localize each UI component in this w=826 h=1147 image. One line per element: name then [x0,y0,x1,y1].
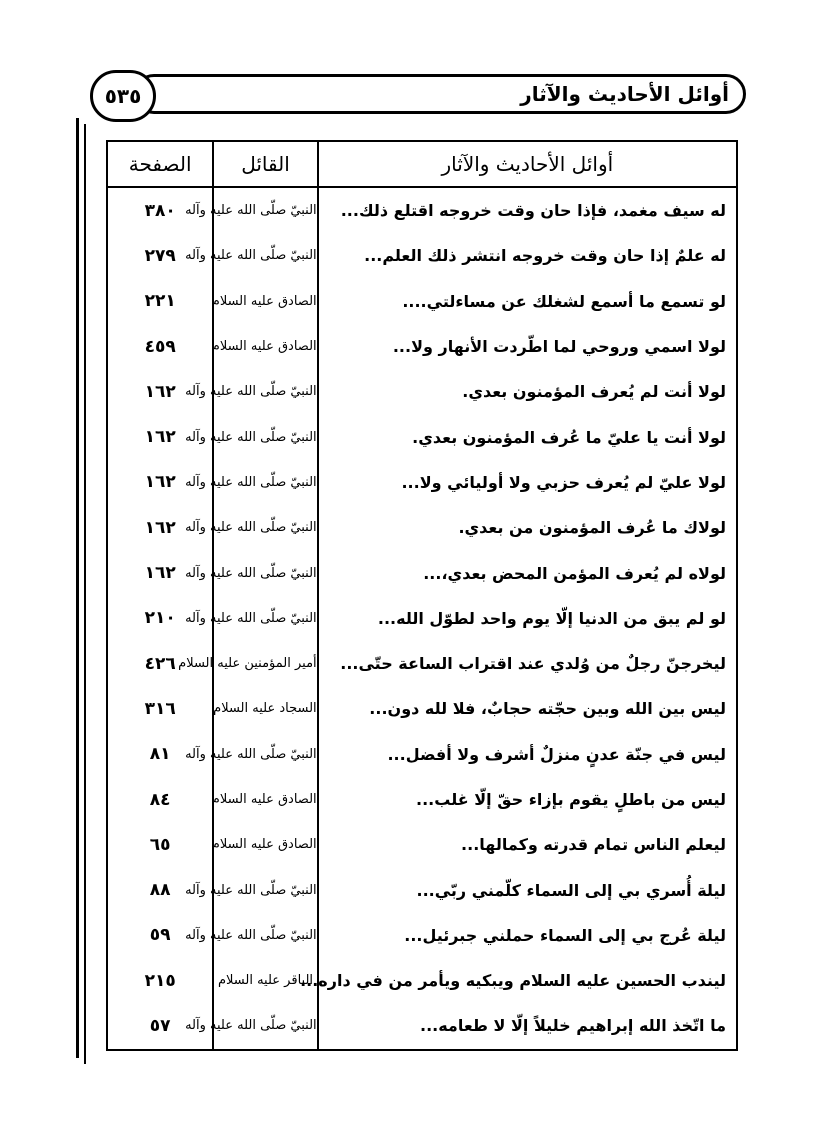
table-row [107,777,737,822]
table-body [107,187,737,1050]
page-ref: ٤٢٦ [144,653,176,674]
page-ref: ٣١٦ [144,698,176,719]
hadith-text: ما اتّخذ الله إبراهيم خليلاً إلّا لا طعامه... [318,1003,737,1049]
speaker-name: أمير المؤمنين عليه السلام [213,641,317,686]
speaker-name: النبيّ صلّى الله عليه وآله [213,550,317,595]
speaker-name: النبيّ صلّى الله عليه وآله [213,913,317,958]
hadith-text: ليس في جنّة عدنٍ منزلٌ أشرف ولا أفضل... [318,732,737,777]
page-ref: ٢٢١ [144,291,176,312]
table-row [107,596,737,641]
page-ref: ٦٥ [149,834,171,855]
hadith-text: لو تسمع ما أسمع لشغلك عن مساءلتي.... [318,279,737,324]
page-ref: ١٦٢ [144,517,176,538]
speaker-name: النبيّ صلّى الله عليه وآله [213,867,317,912]
speaker-name: الباقر عليه السلام [213,958,317,1003]
hadith-text: لولا أنت لم يُعرف المؤمنون بعدي. [318,369,737,414]
hadith-text: ليس بين الله وبين حجّته حجابٌ، فلا لله دون... [318,686,737,731]
page-ref: ١٦٢ [144,427,176,448]
speaker-name: النبيّ صلّى الله عليه وآله [213,596,317,641]
table-row [107,187,737,233]
hadith-text: ليخرجنّ رجلٌ من وُلدي عند اقتراب الساعة حتّى... [318,641,737,686]
page-ref: ٢١٥ [144,970,176,991]
page-number: ٥٣٥ [104,84,142,108]
column-header-page: الصفحة [107,141,213,187]
speaker-name: النبيّ صلّى الله عليه وآله [213,369,317,414]
hadith-text: ليلة عُرج بي إلى السماء حملني جبرئيل... [318,913,737,958]
index-table [106,140,738,1051]
margin-rule-inner [84,124,86,1064]
page-ref: ٨٨ [149,880,171,901]
page-ref: ٨٤ [149,789,171,810]
hadith-text: ليندب الحسين عليه السلام ويبكيه ويأمر من في داره... [318,958,737,1003]
page-ref: ٤٥٩ [144,336,176,357]
table-row [107,414,737,459]
speaker-name: النبيّ صلّى الله عليه وآله [213,460,317,505]
speaker-name: الصادق عليه السلام [213,822,317,867]
speaker-name: السجاد عليه السلام [213,686,317,731]
table-row [107,279,737,324]
table-row [107,233,737,278]
speaker-name: الصادق عليه السلام [213,324,317,369]
hadith-text: لولاه لم يُعرف المؤمن المحض بعدي،... [318,550,737,595]
table-row [107,550,737,595]
speaker-name: النبيّ صلّى الله عليه وآله [213,233,317,278]
page-ref: ٢٧٩ [144,245,176,266]
hadith-text: له علمٌ إذا حان وقت خروجه انتشر ذلك العلم... [318,233,737,278]
table-row [107,958,737,1003]
table-row [107,324,737,369]
speaker-name: النبيّ صلّى الله عليه وآله [213,732,317,777]
table-row [107,822,737,867]
page-ref: ٢١٠ [144,608,176,629]
table-header-row [107,141,737,187]
table-row [107,1003,737,1049]
page-header [90,68,746,122]
hadith-text: لولا أنت يا عليّ ما عُرف المؤمنون بعدي. [318,414,737,459]
running-title: أوائل الأحاديث والآثار [520,82,729,106]
table-row [107,686,737,731]
table-row [107,460,737,505]
hadith-text: ليس من باطلٍ يقوم بإزاء حقّ إلّا غلب... [318,777,737,822]
table-row [107,913,737,958]
column-header-text: أوائل الأحاديث والآثار [318,141,737,187]
hadith-text: ليعلم الناس تمام قدرته وكمالها... [318,822,737,867]
hadith-text: ليلة أُسري بي إلى السماء كلّمني ربّي... [318,867,737,912]
table-row [107,867,737,912]
table-row [107,505,737,550]
speaker-name: الصادق عليه السلام [213,777,317,822]
column-header-speaker: القائل [213,141,317,187]
page-ref: ٨١ [149,744,171,765]
running-title-box [134,74,746,114]
hadith-text: له سيف مغمد، فإذا حان وقت خروجه اقتلع ذلك... [318,187,737,233]
speaker-name: النبيّ صلّى الله عليه وآله [213,187,317,233]
page-ref: ١٦٢ [144,472,176,493]
page-ref: ٥٧ [149,1015,171,1036]
table-row [107,641,737,686]
speaker-name: الصادق عليه السلام [213,279,317,324]
margin-rule [76,118,79,1058]
hadith-text: لو لم يبق من الدنيا إلّا يوم واحد لطوّل الله... [318,596,737,641]
speaker-name: النبيّ صلّى الله عليه وآله [213,1003,317,1049]
page-number-box [90,70,156,122]
table-row [107,369,737,414]
hadith-text: لولا عليّ لم يُعرف حزبي ولا أوليائي ولا... [318,460,737,505]
page-ref: ٣٨٠ [144,200,176,221]
speaker-name: النبيّ صلّى الله عليه وآله [213,414,317,459]
page-ref: ١٦٢ [144,381,176,402]
hadith-text: لولاك ما عُرف المؤمنون من بعدي. [318,505,737,550]
speaker-name: النبيّ صلّى الله عليه وآله [213,505,317,550]
hadith-text: لولا اسمي وروحي لما اطّردت الأنهار ولا... [318,324,737,369]
table-row [107,732,737,777]
page-ref: ٥٩ [149,925,171,946]
page-ref: ١٦٢ [144,563,176,584]
